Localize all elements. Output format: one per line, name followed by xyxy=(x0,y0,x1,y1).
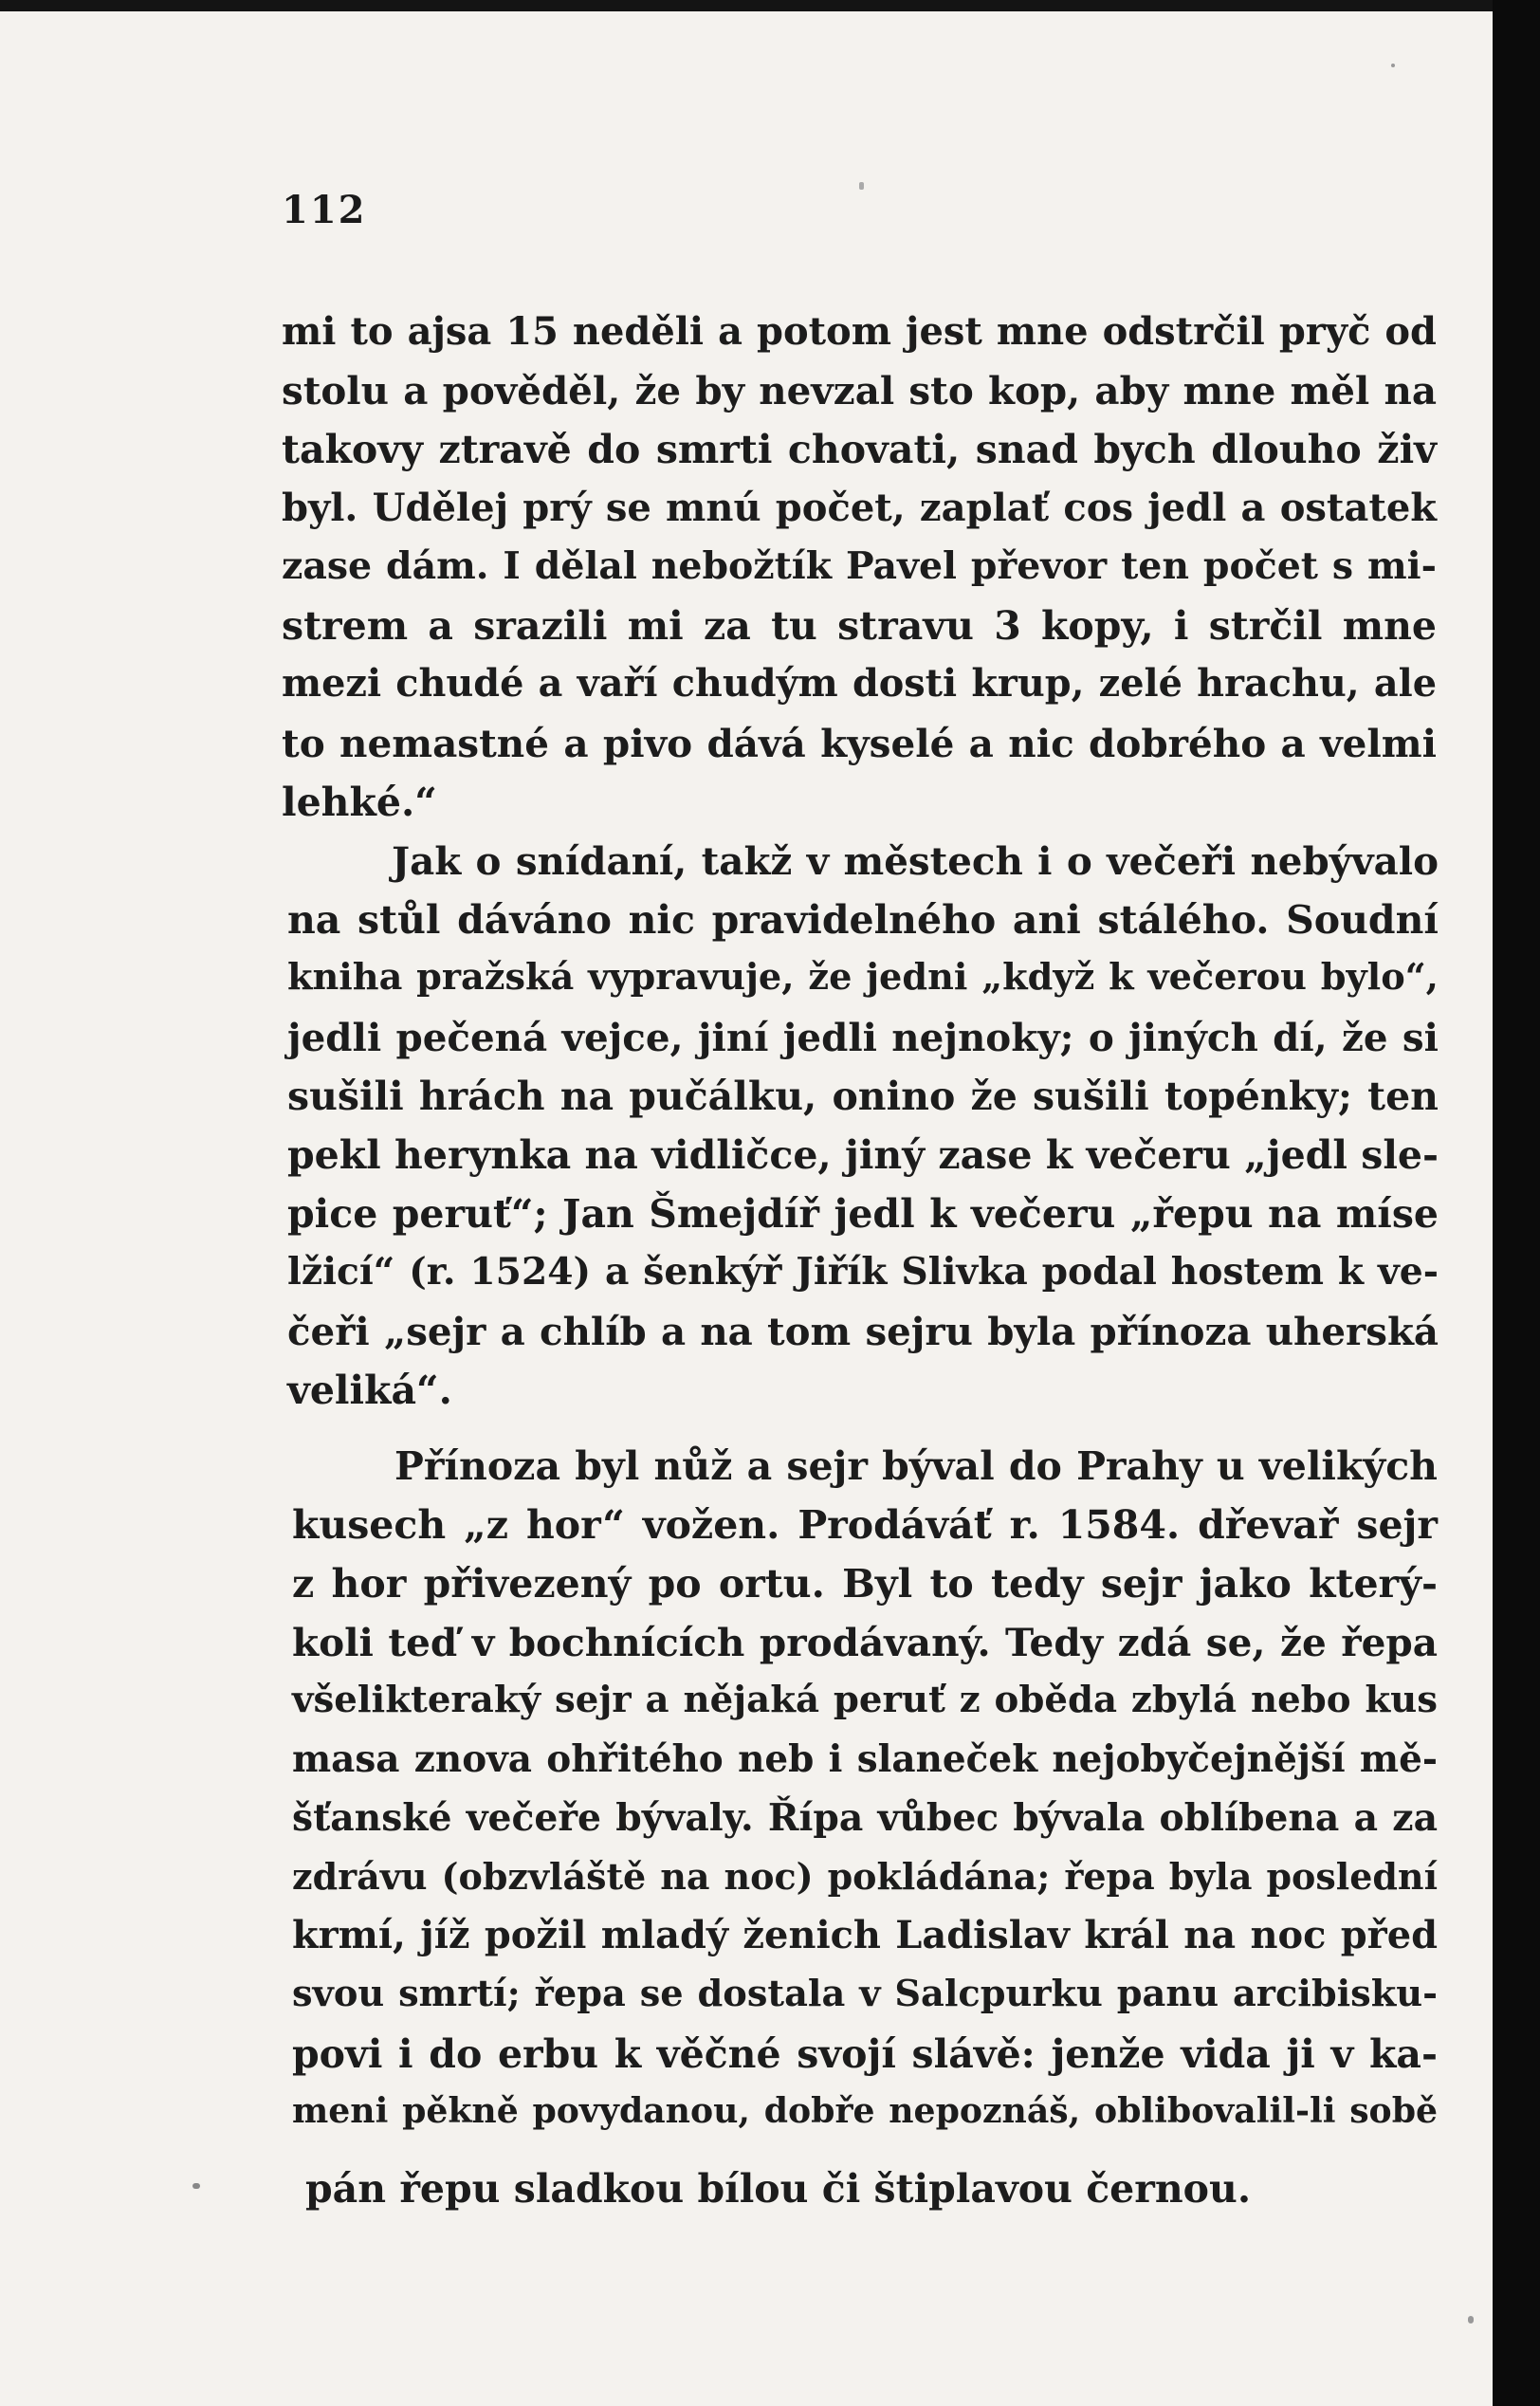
text-line: kniha pražská vypravuje, že jedni „když k večerou bylo“, xyxy=(287,956,1439,999)
text-line: takovy ztravě do smrti chovati, snad bych dlouho živ xyxy=(282,427,1437,472)
text-line: z hor přivezený po ortu. Byl to tedy sejr jako který- xyxy=(292,1561,1438,1607)
text-line: povi i do erbu k věčné svojí slávě: jenže vida ji v ka- xyxy=(292,2031,1438,2077)
text-line: pekl herynka na vidličce, jiný zase k večeru „jedl sle- xyxy=(287,1132,1439,1178)
text-line: masa znova ohřitého neb i slaneček nejobyčejnější mě- xyxy=(292,1737,1438,1781)
paper-speck xyxy=(192,2183,200,2189)
text-line: meni pěkně povydanou, dobře nepoznáš, oblibovalil-li sobě xyxy=(292,2090,1438,2131)
text-line: zdrávu (obzvláště na noc) pokládána; řepa byla poslední xyxy=(292,1855,1438,1898)
text-line: strem a srazili mi za tu stravu 3 kopy, i strčil mne xyxy=(282,603,1437,649)
text-line: šťanské večeře bývaly. Řípa vůbec bývala oblíbena a za xyxy=(292,1796,1438,1840)
text-line: na stůl dáváno nic pravidelného ani stálého. Soudní xyxy=(287,897,1439,943)
text-line: veliká“. xyxy=(287,1368,452,1413)
text-line: všelikteraký sejr a nějaká peruť z oběda zbylá nebo kus xyxy=(292,1679,1438,1721)
text-line: sušili hrách na pučálku, onino že sušili topénky; ten xyxy=(287,1074,1439,1119)
text-line: mi to ajsa 15 neděli a potom jest mne odstrčil pryč od xyxy=(282,309,1437,354)
text-line: lehké.“ xyxy=(282,780,437,825)
text-line: koli teď v bochnících prodávaný. Tedy zdá se, že řepa xyxy=(292,1620,1438,1665)
text-line: čeři „sejr a chlíb a na tom sejru byla přínoza uherská xyxy=(287,1309,1439,1354)
paragraph-first-line: Přínoza byl nůž a sejr býval do Prahy u velikých xyxy=(394,1443,1438,1489)
text-line: pán řepu sladkou bílou či štiplavou černou. xyxy=(305,2166,1252,2212)
text-line: stolu a pověděl, že by nevzal sto kop, aby mne měl na xyxy=(282,368,1437,413)
text-line: to nemastné a pivo dává kyselé a nic dobrého a velmi xyxy=(282,721,1437,766)
paragraph-first-line: Jak o snídaní, takž v městech i o večeři nebývalo xyxy=(392,838,1439,884)
paper-speck xyxy=(1391,64,1395,67)
paper-speck xyxy=(1468,2316,1474,2323)
text-line: kusech „z hor“ vožen. Prodáváť r. 1584. dřevař sejr xyxy=(292,1502,1438,1548)
text-line: zase dám. I dělal nebožtík Pavel převor ten počet s mi- xyxy=(282,544,1437,588)
text-line: pice peruť“; Jan Šmejdíř jedl k večeru „řepu na míse xyxy=(287,1191,1439,1237)
text-line: mezi chudé a vaří chudým dosti krup, zelé hrachu, ale xyxy=(282,662,1437,706)
text-line: krmí, jíž požil mladý ženich Ladislav král na noc před xyxy=(292,1914,1438,1957)
text-line: svou smrtí; řepa se dostala v Salcpurku panu arcibisku- xyxy=(292,1973,1438,2015)
page-number: 112 xyxy=(282,188,367,232)
text-line: jedli pečená vejce, jiní jedli nejnoky; o jiných dí, že si xyxy=(287,1015,1439,1060)
paper-speck xyxy=(859,182,864,190)
text-line: byl. Udělej prý se mnú počet, zaplať cos jedl a ostatek xyxy=(282,486,1437,530)
text-line: lžicí“ (r. 1524) a šenkýř Jiřík Slivka podal hostem k ve- xyxy=(287,1250,1439,1294)
